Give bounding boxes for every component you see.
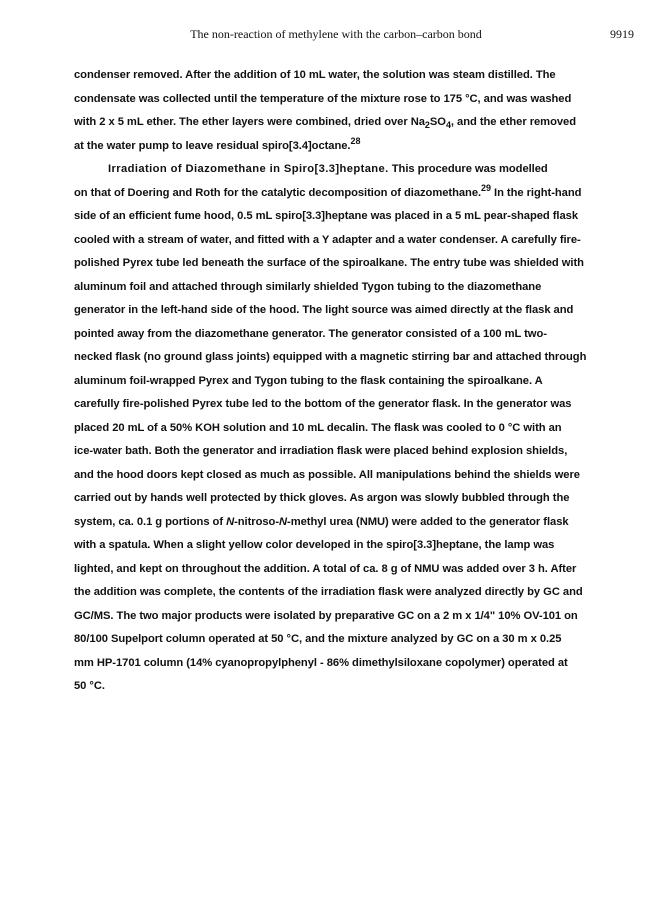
text-line: system, ca. 0.1 g portions of N-nitroso-N-methyl urea (NMU) were added to the generator flask xyxy=(74,515,569,528)
section-heading: Irradiation of Diazomethane in Spiro[3.3]heptane. xyxy=(108,163,389,175)
text-line: with 2 x 5 mL ether. The ether layers were combined, dried over $Na_2SO_4$, and the ether removed xyxy=(74,116,576,130)
text-line: and the hood doors kept closed as much as possible. All manipulations behind the shields were xyxy=(74,468,580,481)
text-line: lighted, and kept on throughout the addition. A total of ca. 8 g of NMU was added over 3 h. After xyxy=(74,562,577,575)
text-line: the addition was complete, the contents of the irradiation flask were analyzed directly by GC and xyxy=(74,586,583,598)
text-line: generator in the left-hand side of the hood. The light source was aimed directly at the flask and xyxy=(74,304,574,316)
text-line: mm HP-1701 column (14% cyanopropylphenyl - 86% dimethylsiloxane copolymer) operated at xyxy=(74,656,568,669)
text-line: condensate was collected until the temperature of the mixture rose to 175 °C, and was washed xyxy=(74,92,572,105)
citation-29: 29 xyxy=(481,182,491,193)
text-line: ice-water bath. Both the generator and irradiation flask were placed behind explosion shields, xyxy=(74,445,568,457)
text-line: polished Pyrex tube led beneath the surface of the spiroalkane. The entry tube was shielded with xyxy=(74,257,584,269)
text-line: GC/MS. The two major products were isolated by preparative GC on a 2 m x 1/4" 10% OV-101 on xyxy=(74,609,578,622)
text-line: carefully fire-polished Pyrex tube led to the bottom of the generator flask. In the generator was xyxy=(74,398,572,410)
text-line: with a spatula. When a slight yellow color developed in the spiro[3.3]heptane, the lamp was xyxy=(74,539,555,551)
text-line: side of an efficient fume hood, 0.5 mL spiro[3.3]heptane was placed in a 5 mL pear-shaped flask xyxy=(74,210,579,222)
text-line: 50 °C. xyxy=(74,680,105,692)
text-line: on that of Doering and Roth for the catalytic decomposition of diazomethane.$^{29}$ In the right-hand xyxy=(74,182,582,199)
text-line: Irradiation of Diazomethane in Spiro[3.3]heptane. This procedure was modelled xyxy=(108,163,548,175)
citation-28: 28 xyxy=(350,135,361,146)
text-line: carried out by hands well protected by thick gloves. As argon was slowly bubbled through the xyxy=(74,492,570,504)
running-header xyxy=(0,27,672,47)
page-number: 9919 xyxy=(610,27,634,41)
running-title: The non-reaction of methylene with the carbon–carbon bond xyxy=(190,27,482,41)
text-line: placed 20 mL of a 50% KOH solution and 10 mL decalin. The flask was cooled to 0 °C with an xyxy=(74,421,562,434)
paragraph-1 xyxy=(74,64,614,158)
text-line: cooled with a stream of water, and fitted with a Y adapter and a water condenser. A carefully fire- xyxy=(74,233,581,246)
text-line: 80/100 Supelport column operated at 50 °C, and the mixture analyzed by GC on a 30 m x 0.25 xyxy=(74,633,562,645)
body-text xyxy=(74,64,614,699)
text-line: aluminum foil and attached through similarly shielded Tygon tubing to the diazomethane xyxy=(74,280,542,293)
paragraph-2 xyxy=(74,158,614,699)
text-line: necked flask (no ground glass joints) equipped with a magnetic stirring bar and attached through xyxy=(74,351,587,363)
text-line: condenser removed. After the addition of 10 mL water, the solution was steam distilled. The xyxy=(74,69,556,81)
text-line: pointed away from the diazomethane generator. The generator consisted of a 100 mL two- xyxy=(74,327,547,340)
text-line: at the water pump to leave residual spiro[3.4]octane.$^{28}$ xyxy=(74,135,361,152)
text-line: aluminum foil-wrapped Pyrex and Tygon tubing to the flask containing the spiroalkane. A xyxy=(74,374,543,387)
